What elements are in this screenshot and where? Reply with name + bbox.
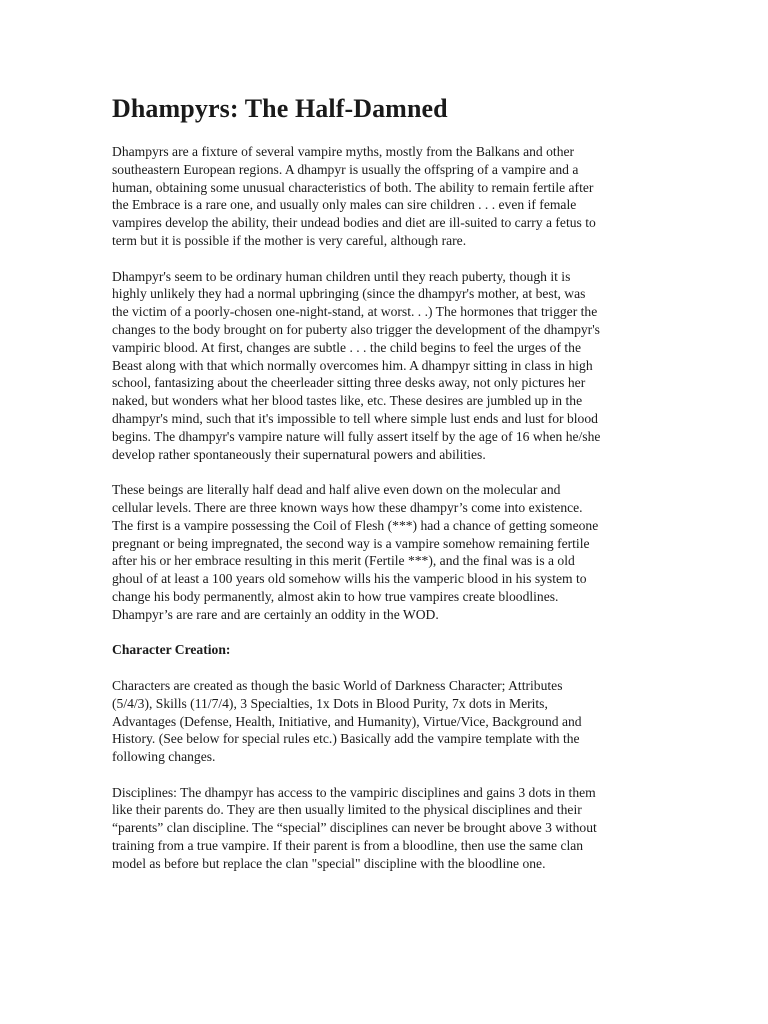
disciplines-paragraph: Disciplines: The dhampyr has access to the vampiric disciplines and gains 3 dots in them like their parents do. They are then usually limited to the physical disciplines and their “parents” clan discipline. The “special” disciplines can never be brought above 3 without training from a true vampire. If their parent is from a bloodline, then use the same clan model as before but replace the clan "special" discipline with the bloodline one. — [112, 784, 597, 871]
origins-paragraph: These beings are literally half dead and half alive even down on the molecular and cellular levels. There are three known ways how these dhampyr’s come into existence. The first is a vampire possessing the Coil of Flesh (***) had a chance of getting someone pregnant or being impregnated, the second way is a vampire somehow remaining fertile after his or her embrace resulting in this merit (Fertile ***), and the final was is a old ghoul of at least a 100 years old somehow wills his the vamperic blood in his system to change his body permanently, almost akin to how true vampires create bloodlines. Dhampyr’s are rare and are certainly an oddity in the WOD. — [112, 482, 599, 622]
section-heading: Character Creation: — [112, 642, 231, 658]
puberty-paragraph: Dhampyr's seem to be ordinary human children until they reach puberty, though it is highly unlikely they had a normal upbringing (since the dhampyr's mother, at best, was the victim of a poorly-chosen one-night-stand, at worst. . .) The hormones that trigger the changes to the body brought on for puberty also trigger the development of the dhampyr's vampiric blood. At first, changes are subtle . . . the child begins to feel the urges of the Beast along with that which normally overcomes him. A dhampyr sitting in class in high school, fantasizing about the cheerleader sitting three desks away, not only pictures her naked, but wonders what her blood tastes like, etc. These desires are jumbled up in the dhampyr's mind, such that it's impossible to tell where simple lust ends and lust for blood begins. The dhampyr's vampire nature will fully assert itself by the age of 16 when he/she develop rather spontaneously their supernatural powers and abilities. — [112, 268, 601, 462]
intro-paragraph: Dhampyrs are a fixture of several vampire myths, mostly from the Balkans and other southeastern European regions. A dhampyr is usually the offspring of a vampire and a human, obtaining some unusual characteristics of both. The ability to remain fertile after the Embrace is a rare one, and usually only males can sire children . . . even if female vampires develop the ability, their undead bodies and diet are ill-suited to carry a fetus to term but it is possible if the mother is very careful, although rare. — [112, 144, 596, 248]
document-page — [112, 92, 668, 890]
document-title: Dhampyrs: The Half-Damned — [112, 94, 448, 123]
character-creation-paragraph: Characters are created as though the basic World of Darkness Character; Attributes (5/4/3), Skills (11/7/4), 3 Specialties, 1x Dots in Blood Purity, 7x dots in Merits, Advantages (Defense, Health, Initiative, and Humanity), Virtue/Vice, Background and History. (See below for special rules etc.) Basically add the vampire template with the following changes. — [112, 677, 582, 765]
